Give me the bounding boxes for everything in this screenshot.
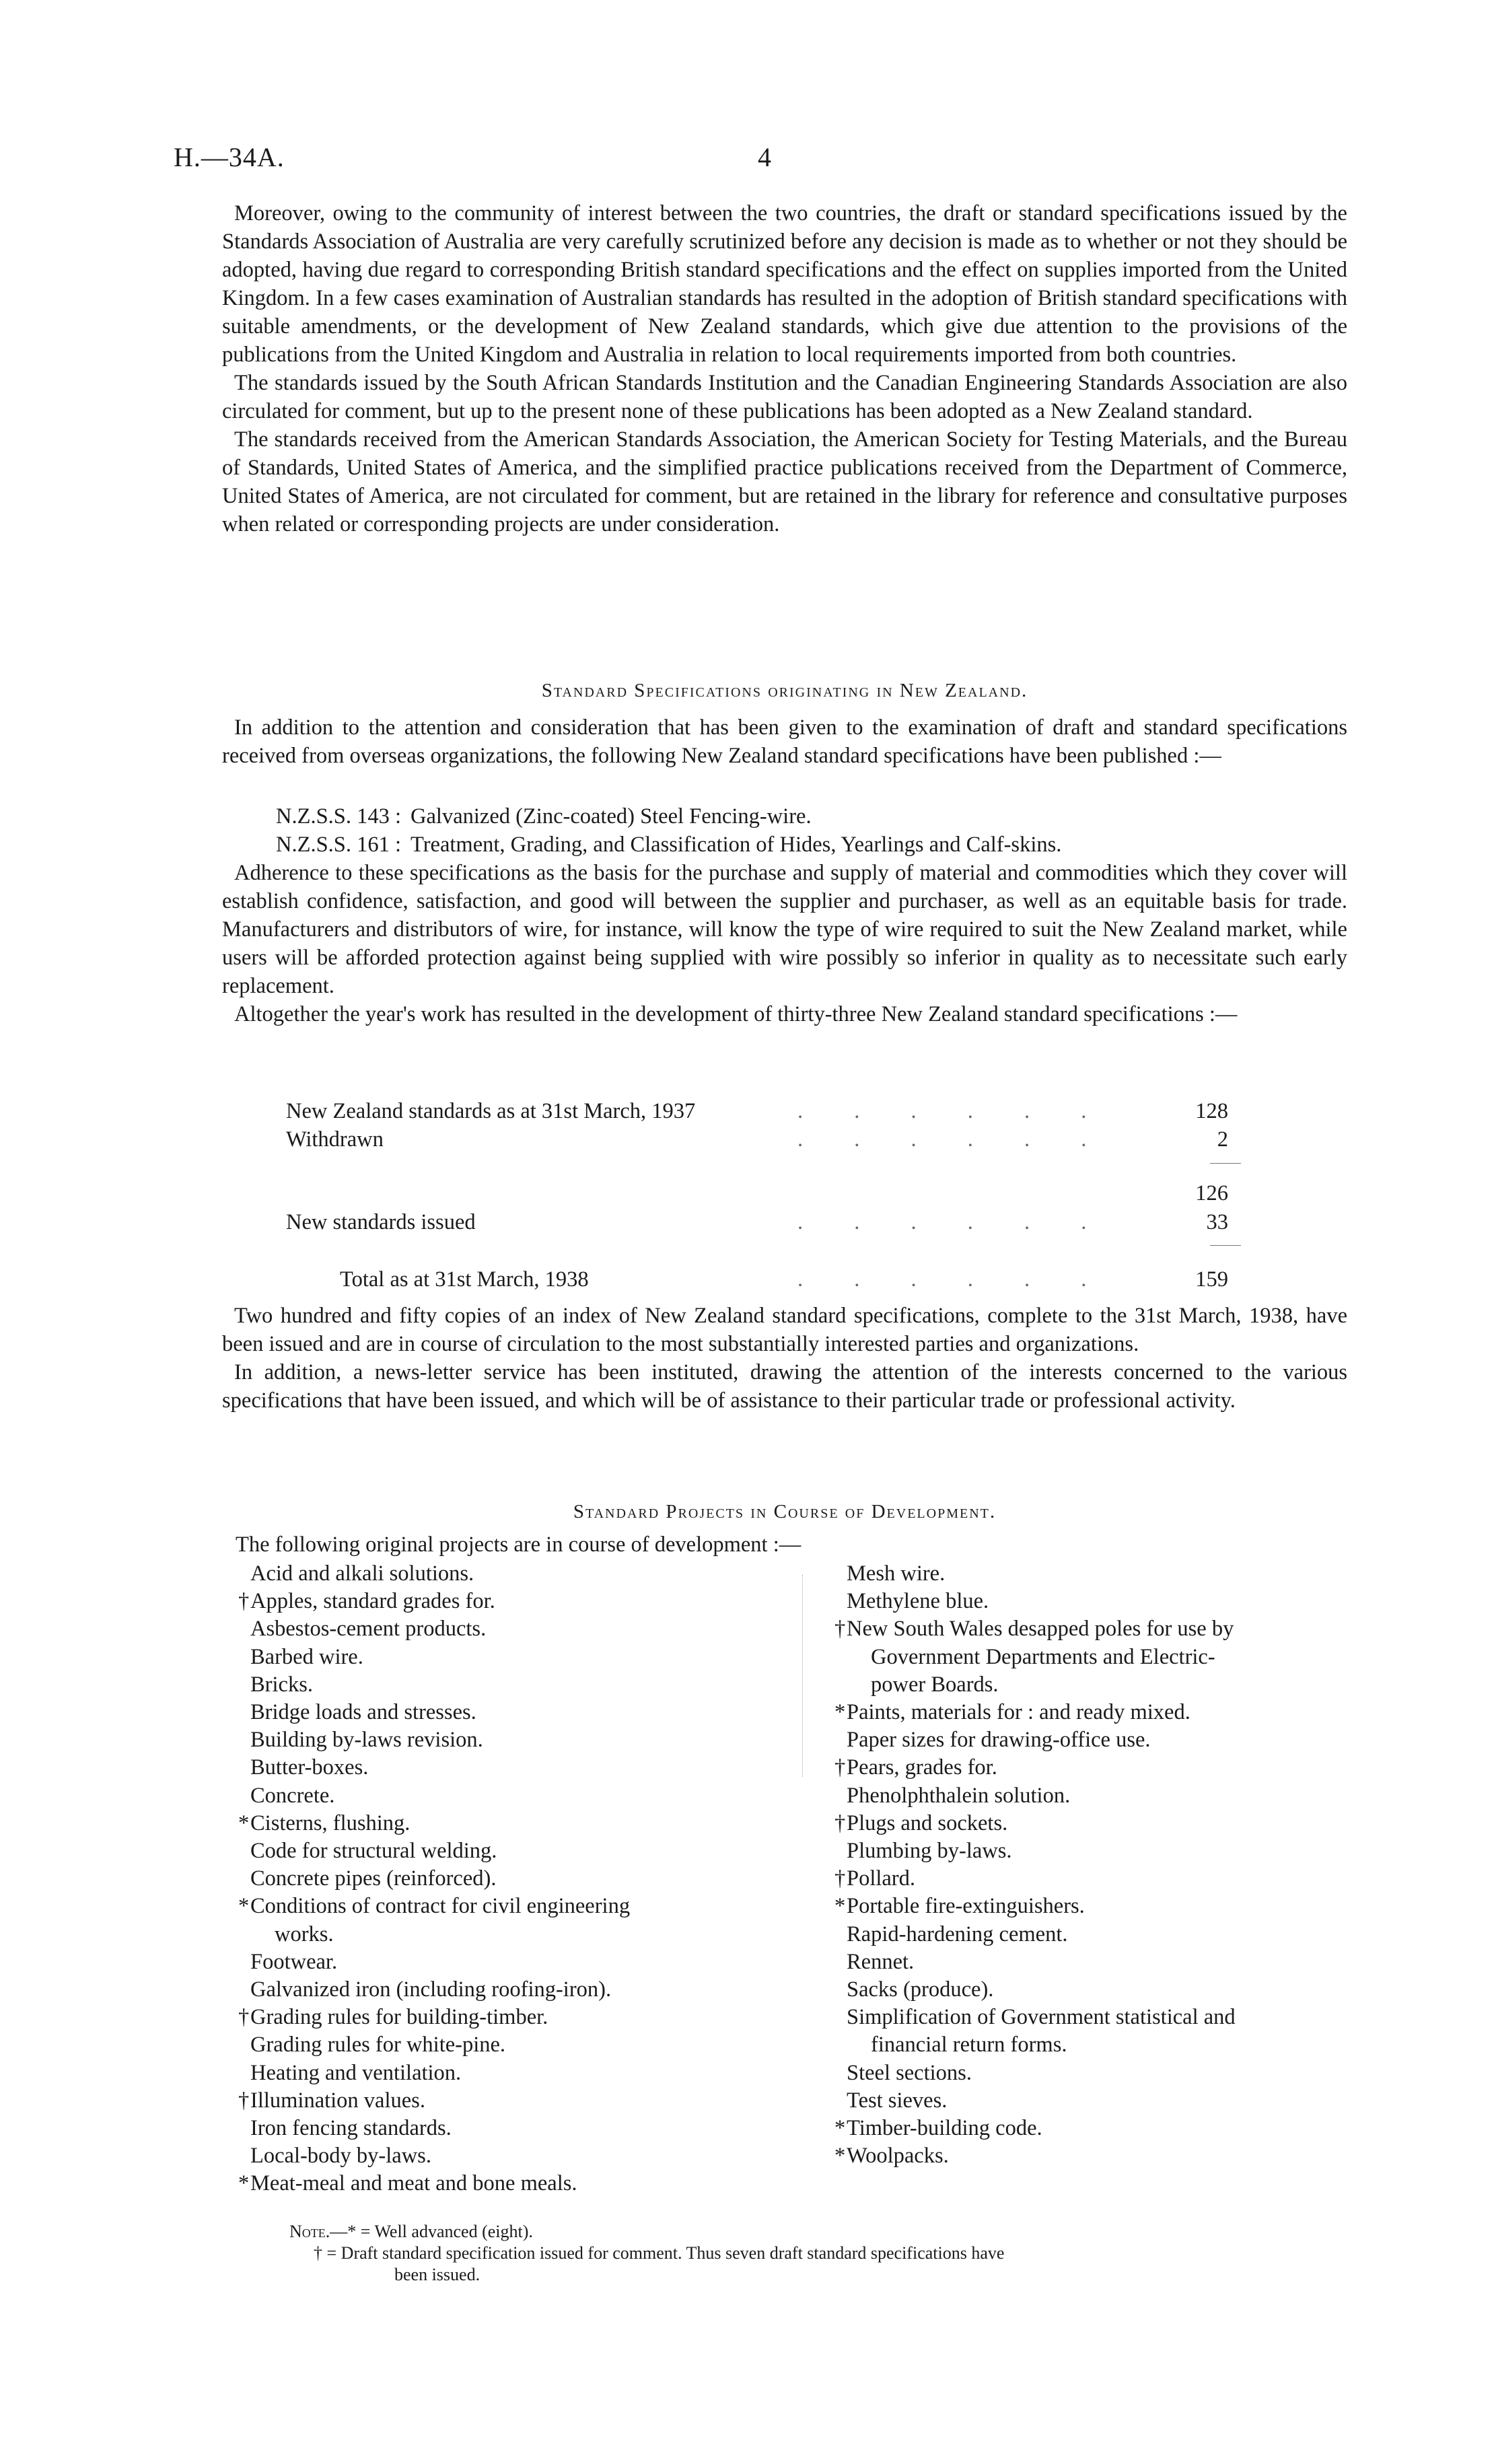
list-item-continuation: power Boards. — [871, 1672, 999, 1697]
spec-title: Galvanized (Zinc-coated) Steel Fencing-wire. — [411, 804, 812, 829]
list-item: *Cisterns, flushing. — [238, 1810, 411, 1835]
list-item: Concrete. — [250, 1783, 335, 1808]
tally-row — [286, 1125, 1228, 1154]
document-reference: H.—34A. — [174, 142, 285, 172]
list-item: Rapid-hardening cement. — [847, 1922, 1068, 1946]
list-item: Methylene blue. — [847, 1589, 989, 1614]
list-item: *Portable fire-extinguishers. — [834, 1894, 1085, 1919]
intro-paragraphs — [222, 199, 1347, 538]
list-item: *Meat-meal and meat and bone meals. — [238, 2171, 577, 2196]
leader-dots: . . . . . . — [797, 1127, 1110, 1152]
list-item: *Woolpacks. — [834, 2144, 949, 2169]
tally-value: 126 — [1195, 1181, 1228, 1205]
list-item: *Paints, materials for : and ready mixed. — [834, 1700, 1190, 1725]
list-item: Asbestos-cement products. — [250, 1617, 487, 1642]
section-heading: Standard Projects in Course of Development. — [573, 1501, 997, 1522]
projects-intro: The following original projects are in course of development :— — [236, 1533, 802, 1557]
list-item: Paper sizes for drawing-office use. — [847, 1728, 1151, 1753]
list-item: *Conditions of contract for civil engineering — [238, 1894, 631, 1919]
list-item: †Pollard. — [834, 1866, 916, 1891]
list-item-continuation: financial return forms. — [871, 2033, 1067, 2057]
list-item: Heating and ventilation. — [250, 2060, 462, 2085]
list-item: Bridge loads and stresses. — [250, 1700, 476, 1725]
spec-item — [276, 831, 1071, 859]
list-item: *Timber-building code. — [834, 2116, 1042, 2141]
paragraph: In addition, a news-letter service has been instituted, drawing the attention of the interests concerned to the various specifications that have been issued, and which will be of assistance to their particular trade or professional activity. — [222, 1360, 1347, 1413]
list-item: †Illumination values. — [238, 2088, 425, 2113]
nz-intro — [222, 713, 1347, 770]
list-item: †New South Wales desapped poles for use by — [834, 1617, 1234, 1642]
leader-dots: . . . . . . — [797, 1210, 1110, 1234]
list-item: Test sieves. — [847, 2088, 948, 2113]
list-item-continuation: works. — [275, 1922, 334, 1946]
list-item: Sacks (produce). — [847, 1977, 994, 2002]
footnote-line: Note.—* = Well advanced (eight). — [289, 2222, 533, 2241]
spec-item — [276, 802, 821, 831]
projects-list-right — [834, 1560, 1358, 2170]
list-item: Phenolphthalein solution. — [847, 1783, 1071, 1808]
paragraph: In addition to the attention and consideration that has been given to the examination of draft and standard specifications received from overseas organizations, the following New Zealand standard specifications have been published :— — [222, 715, 1347, 768]
tally-row — [286, 1097, 1228, 1125]
list-item: Concrete pipes (reinforced). — [250, 1866, 497, 1891]
list-item: Steel sections. — [847, 2060, 972, 2085]
list-item: Galvanized iron (including roofing-iron). — [250, 1977, 612, 2002]
leader-dots: . . . . . . — [797, 1267, 1110, 1292]
closing-paragraphs — [222, 1302, 1347, 1415]
list-item: †Pears, grades for. — [834, 1755, 997, 1780]
list-item: Barbed wire. — [250, 1644, 363, 1669]
paragraph: The standards issued by the South African Standards Institution and the Canadian Engineering Standards Association are also circulated for comment, but up to the present none of these publications has been adopted as a New Zealand standard. — [222, 371, 1347, 423]
note-label: Note.— — [289, 2222, 348, 2241]
tally-value: 128 — [1195, 1099, 1228, 1123]
tally-row — [286, 1179, 1228, 1207]
footnote-line: † = Draft standard specification issued for comment. Thus seven draft standard specifications have — [314, 2243, 1005, 2263]
list-item: †Plugs and sockets. — [834, 1810, 1008, 1835]
spec-title: Treatment, Grading, and Classification of Hides, Yearlings and Calf-skins. — [411, 833, 1062, 857]
column-divider — [802, 1575, 803, 1777]
list-item: Simplification of Government statistical and — [847, 2005, 1236, 2030]
paragraph: The standards received from the American Standards Association, the American Society for Testing Materials, and the Bureau of Standards, United States of America, and the simplified practice publications received from the Department of Commerce, United States of America, are not circulated for comment, but are retained in the library for reference and consultative purposes when related or corresponding projects are under consideration. — [222, 427, 1347, 536]
list-item: Code for structural welding. — [250, 1839, 497, 1864]
tally-label: New Zealand standards as at 31st March, 1937 — [286, 1099, 696, 1123]
list-item: Butter-boxes. — [250, 1755, 369, 1780]
sum-rule — [1210, 1245, 1241, 1246]
section-heading: Standard Specifications originating in New Zealand. — [541, 680, 1028, 701]
list-item: Bricks. — [250, 1672, 313, 1697]
tally-value: 159 — [1195, 1267, 1228, 1292]
tally-label: New standards issued — [286, 1210, 476, 1234]
list-item: Acid and alkali solutions. — [250, 1561, 474, 1586]
list-item: Footwear. — [250, 1949, 338, 1974]
tally-total-row — [340, 1265, 1228, 1294]
mid-paragraphs — [222, 859, 1347, 1028]
footnotes — [289, 2221, 1359, 2286]
list-item: Mesh wire. — [847, 1561, 946, 1586]
list-item: Grading rules for white-pine. — [250, 2033, 506, 2057]
tally-row — [286, 1208, 1228, 1236]
tally-label: Withdrawn — [286, 1127, 384, 1152]
page-number: 4 — [758, 142, 771, 172]
list-item: Plumbing by-laws. — [847, 1839, 1012, 1864]
paragraph: Altogether the year's work has resulted in the development of thirty-three New Zealand standard specifications :— — [234, 1002, 1238, 1026]
list-item: Building by-laws revision. — [250, 1728, 483, 1753]
tally-label: Total as at 31st March, 1938 — [340, 1267, 589, 1292]
list-item-continuation: Government Departments and Electric- — [871, 1644, 1215, 1669]
sum-rule — [1210, 1163, 1241, 1164]
list-item: Iron fencing standards. — [250, 2116, 452, 2141]
tally-value: 2 — [1217, 1127, 1228, 1152]
list-item: Rennet. — [847, 1949, 915, 1974]
tally-value: 33 — [1206, 1210, 1228, 1234]
projects-list-left — [238, 1560, 789, 2198]
paragraph: Moreover, owing to the community of interest between the two countries, the draft or standard specifications issued by the Standards Association of Australia are very carefully scrutinized before any decision is made as to whether or not they should be adopted, having due regard to corresponding British standard specifications and the effect on supplies imported from the United Kingdom. In a few cases examination of Australian standards has resulted in the adoption of British standard specifications with suitable amendments, or the development of New Zealand standards, which give due attention to the provisions of the publications from the United Kingdom and Australia in relation to local requirements imported from both countries. — [222, 201, 1347, 367]
spec-code: N.Z.S.S. 143 : — [276, 804, 402, 829]
spec-code: N.Z.S.S. 161 : — [276, 833, 402, 857]
list-item: Local-body by-laws. — [250, 2144, 431, 2169]
list-item: †Apples, standard grades for. — [238, 1589, 495, 1614]
paragraph: Adherence to these specifications as the basis for the purchase and supply of material and commodities which they cover will establish confidence, satisfaction, and good will between the supplier and purchaser, as well as an equitable basis for trade. Manufacturers and distributors of wire, for instance, will know the type of wire required to suit the New Zealand market, while users will be afforded protection against being supplied with wire possibly so inferior in quality as to necessitate such early replacement. — [222, 861, 1347, 998]
footnote-line: been issued. — [394, 2265, 481, 2284]
leader-dots: . . . . . . — [797, 1099, 1110, 1123]
list-item: †Grading rules for building-timber. — [238, 2005, 548, 2030]
paragraph: Two hundred and fifty copies of an index of New Zealand standard specifications, complete to the 31st March, 1938, have been issued and are in course of circulation to the most substantially interested parties and organizations. — [222, 1304, 1347, 1356]
